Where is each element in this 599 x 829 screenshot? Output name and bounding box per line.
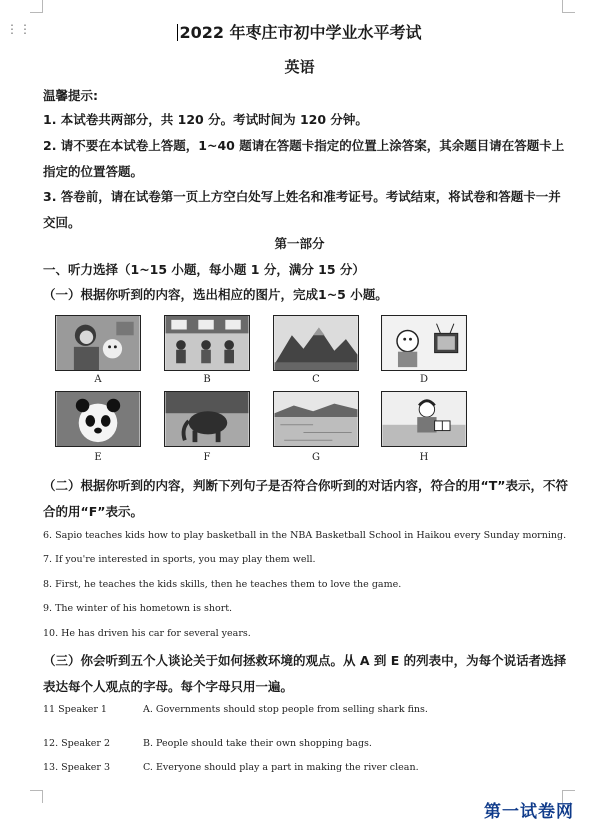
elephant-picture (164, 391, 250, 447)
lake-picture (273, 391, 359, 447)
cartoon-tv-picture (381, 315, 467, 371)
option-a: A. Governments should stop people from selling shark fins. (143, 704, 428, 715)
speaker-13-label: 13. Speaker 3 (43, 762, 110, 773)
subsection-1-instruction: （一）根据你听到的内容，选出相应的图片，完成1~5 小题。 (43, 287, 388, 302)
tips-heading: 温馨提示: (43, 88, 98, 103)
option-c: C. Everyone should play a part in making the river clean. (143, 762, 419, 773)
picture-label-e: E (94, 452, 102, 463)
tip-item-1: 1. 本试卷共两部分，共 120 分。考试时间为 120 分钟。 (43, 112, 368, 127)
girl-with-bear-picture (55, 315, 141, 371)
option-b: B. People should take their own shopping bags. (143, 738, 372, 749)
tip-item-2: 2. 请不要在本试卷上答题，1~40 题请在答题卡指定的位置上涂答案，其余题目请在答题卡上指定的位置答题。 (43, 138, 565, 179)
part-one-title: 第一部分 (274, 236, 325, 251)
people-room-picture (164, 315, 250, 371)
picture-label-h: H (419, 452, 429, 463)
speaker-11-label: 11 Speaker 1 (43, 704, 107, 715)
speaker-12-label: 12. Speaker 2 (43, 738, 110, 749)
subsection-3-instruction: （三）你会听到五个人谈论关于如何拯救环境的观点。从 A 到 E 的列表中，为每个说话者选择表达每个人观点的字母。每个字母只用一遍。 (43, 653, 567, 694)
panda-picture (55, 391, 141, 447)
crop-mark-bottom-left (30, 790, 43, 803)
picture-label-c: C (312, 374, 320, 385)
mountain-landscape-picture (273, 315, 359, 371)
exam-subject: 英语 (284, 58, 315, 76)
question-6: 6. Sapio teaches kids how to play basketball in the NBA Basketball School in Haikou every Sunday morning. (43, 530, 567, 541)
picture-label-f: F (203, 452, 211, 463)
picture-label-b: B (203, 374, 211, 385)
picture-label-a: A (94, 374, 102, 385)
question-9: 9. The winter of his hometown is short. (43, 603, 233, 614)
picture-label-d: D (419, 374, 429, 385)
exam-title (0, 20, 599, 43)
question-7: 7. If you're interested in sports, you may play them well. (43, 554, 316, 565)
tip-item-3: 3. 答卷前，请在试卷第一页上方空白处写上姓名和准考证号。考试结束，将试卷和答题卡一并交回。 (43, 189, 561, 230)
question-10: 10. He has driven his car for several years. (43, 628, 251, 639)
crop-mark-top-right (562, 0, 575, 13)
person-with-book-picture (381, 391, 467, 447)
drag-handle-icon[interactable]: ⋮⋮ (6, 22, 32, 36)
section-listening-title: 一、听力选择（1~15 小题，每小题 1 分，满分 15 分） (43, 262, 365, 277)
site-watermark: 第一试卷网 (484, 802, 574, 822)
exam-title-text: 2022 年枣庄市初中学业水平考试 (179, 23, 422, 42)
picture-label-g: G (312, 452, 320, 463)
crop-mark-top-left (30, 0, 43, 13)
question-8: 8. First, he teaches the kids skills, then he teaches them to love the game. (43, 579, 402, 590)
subsection-2-instruction: （二）根据你听到的内容，判断下列句子是否符合你听到的对话内容，符合的用“T”表示，不符合的用“F”表示。 (43, 478, 568, 519)
